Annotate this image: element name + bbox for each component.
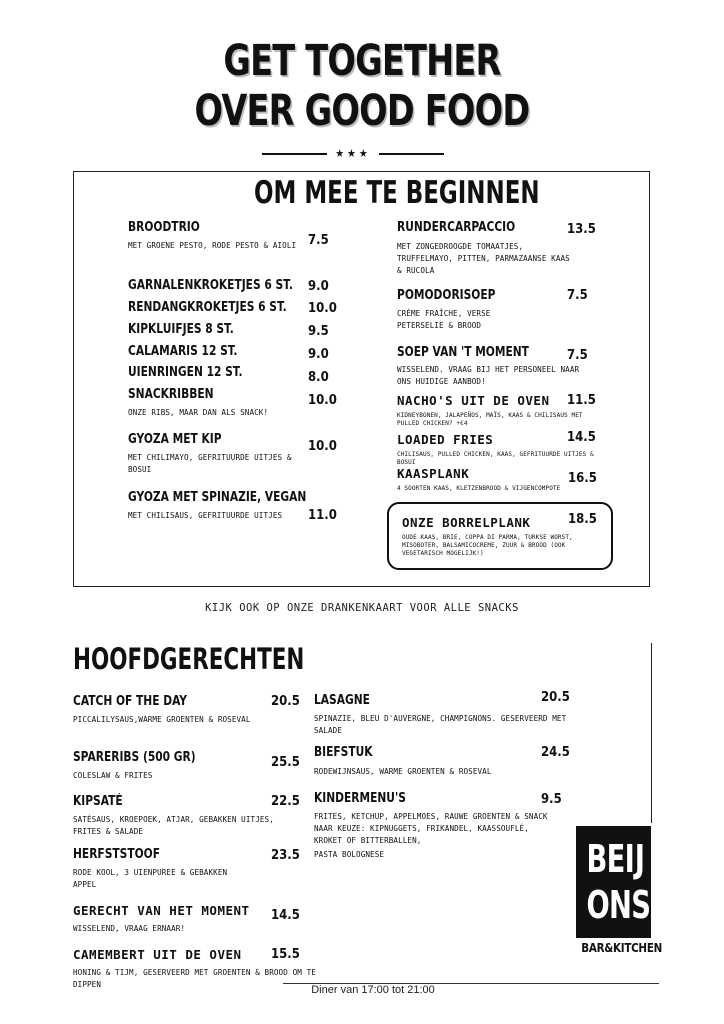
menu-item-name: CAMEMBERT UIT DE OVEN	[73, 947, 242, 962]
menu-item-desc: MET CHILIMAYO, GEFRITUURDE UITJES & BOSUI	[128, 453, 292, 474]
menu-item-desc: WISSELEND. VRAAG BIJ HET PERSONEEL NAAR ONS HUIDIGE AANBOD!	[397, 365, 580, 386]
menu-item-name: HERFSTSTOOF	[73, 847, 161, 862]
menu-item-desc: WISSELEND, VRAAG ERNAAR!	[73, 924, 186, 933]
menu-item-name: GERECHT VAN HET MOMENT	[73, 903, 250, 918]
menu-item-price: 9.0	[308, 347, 329, 362]
menu-item-name: NACHO'S UIT DE OVEN	[397, 393, 550, 408]
menu-item-name: RENDANGKROKETJES 6 ST.	[128, 300, 287, 315]
menu-item-name: CALAMARIS 12 ST.	[128, 344, 238, 359]
starters-title: OM MEE TE BEGINNEN	[254, 175, 540, 211]
menu-item-desc: PICCALILYSAUS,WARME GROENTEN & ROSEVAL	[73, 715, 251, 724]
bij-ons-logo	[576, 826, 651, 938]
menu-item-desc: 4 SOORTEN KAAS, KLETZENBROOD & VIJGENCOMPOTE	[397, 485, 561, 492]
menu-item-name: RUNDERCARPACCIO	[397, 220, 516, 235]
menu-item-price: 14.5	[271, 908, 300, 923]
menu-item-price: 11.0	[308, 508, 337, 523]
menu-item-price: 20.5	[271, 694, 300, 709]
menu-item-price: 9.0	[308, 279, 329, 294]
menu-item-desc: OUDE KAAS, BRIE, COPPA DI PARMA, TURKSE WORST, MISOBOTER, BALSAMICOCREME, ZUUR & BROOD (OOK VEGETARISCH MOGELIJK!)	[402, 534, 573, 557]
menu-item-price: 15.5	[271, 947, 300, 962]
menu-item-price: 22.5	[271, 794, 300, 809]
menu-item-name: UIENRINGEN 12 ST.	[128, 365, 243, 380]
menu-item-price: 10.0	[308, 393, 337, 408]
logo-subtitle: BAR&KITCHEN	[581, 941, 662, 955]
menu-item-name: BROODTRIO	[128, 220, 200, 235]
menu-item-desc: MET ZONGEDROOGDE TOMAATJES, TRUFFELMAYO, PITTEN, PARMAZAANSE KAAS & RUCOLA	[397, 242, 570, 275]
menu-item-desc: FRITES, KETCHUP, APPELMOES, RAUWE GROENTEN & SNACK NAAR KEUZE: KIPNUGGETS, FRIKANDEL, KAASSOUFLÉ, KROKET OF BITTERBALLEN,	[314, 812, 548, 845]
menu-item-name: SOEP VAN 'T MOMENT	[397, 345, 529, 360]
menu-item-desc: CHILISAUS, PULLED CHICKEN, KAAS, GEFRITUURDE UITJES & BOSUI	[397, 451, 594, 466]
menu-item-price: 9.5	[541, 792, 562, 807]
menu-item-desc: SATÉSAUS, KROEPOEK, ATJAR, GEBAKKEN UITJES, FRITES & SALADE	[73, 815, 274, 836]
menu-item-name: GARNALENKROKETJES 6 ST.	[128, 278, 293, 293]
menu-item-price: 8.0	[308, 370, 329, 385]
menu-item-name: ONZE BORRELPLANK	[402, 515, 531, 530]
drinks-card-note: KIJK OOK OP ONZE DRANKENKAART VOOR ALLE SNACKS	[205, 602, 519, 614]
dinner-hours: Diner van 17:00 tot 21:00	[311, 984, 435, 996]
menu-item-name: BIEFSTUK	[314, 745, 373, 760]
menu-item-name: GYOZA MET SPINAZIE, VEGAN	[128, 490, 307, 505]
menu-item-name: LOADED FRIES	[397, 432, 494, 447]
menu-item-name: CATCH OF THE DAY	[73, 694, 188, 709]
menu-item-price: 7.5	[567, 348, 588, 363]
menu-item-price: 9.5	[308, 324, 329, 339]
menu-item-price: 7.5	[567, 288, 588, 303]
mains-title: HOOFDGERECHTEN	[73, 642, 305, 676]
menu-item-desc: ONZE RIBS, MAAR DAN ALS SNACK!	[128, 408, 269, 417]
menu-item-desc: KIDNEYBONEN, JALAPEÑOS, MAÏS, KAAS & CHILISAUS MET PULLED CHICKEN? +€4	[397, 412, 583, 427]
menu-item-name: KAASPLANK	[397, 466, 470, 481]
menu-item-name: POMODORISOEP	[397, 288, 496, 303]
star-divider	[262, 147, 444, 161]
menu-item-price: 20.5	[541, 690, 570, 705]
menu-item-price: 10.0	[308, 439, 337, 454]
menu-item-desc: COLESLAW & FRITES	[73, 771, 153, 780]
menu-item-price: 23.5	[271, 848, 300, 863]
menu-item-name: GYOZA MET KIP	[128, 432, 222, 447]
menu-item-price: 24.5	[541, 745, 570, 760]
menu-item-desc-extra: PASTA BOLOGNESE	[314, 850, 385, 859]
menu-item-price: 14.5	[567, 430, 596, 445]
menu-item-desc: CRÈME FRAÎCHE, VERSE PETERSELIE & BROOD	[397, 309, 491, 330]
menu-item-price: 10.0	[308, 301, 337, 316]
menu-item-price: 7.5	[308, 233, 329, 248]
stars-icon: ★★★	[335, 147, 371, 160]
menu-item-desc: RODE KOOL, 3 UIENPUREE & GEBAKKEN APPEL	[73, 868, 228, 889]
headline-line-1: GET TOGETHER	[223, 36, 501, 86]
vertical-divider	[651, 643, 652, 823]
menu-item-name: KIPKLUIFJES 8 ST.	[128, 322, 234, 337]
menu-item-price: 18.5	[568, 512, 597, 527]
menu-item-price: 16.5	[568, 471, 597, 486]
menu-item-name: LASAGNE	[314, 693, 370, 708]
menu-item-desc: SPINAZIE, BLEU D'AUVERGNE, CHAMPIGNONS. GESERVEERD MET SALADE	[314, 714, 567, 735]
menu-item-name: KINDERMENU'S	[314, 791, 406, 806]
menu-item-desc: MET CHILISAUS, GEFRITUURDE UITJES	[128, 511, 283, 520]
logo-row-1: BEĲ	[586, 837, 645, 881]
logo-row-2: ONS	[586, 883, 651, 927]
menu-item-desc: MET GROENE PESTO, RODE PESTO & AIOLI	[128, 241, 297, 250]
menu-item-desc: RODEWIJNSAUS, WARME GROENTEN & ROSEVAL	[314, 767, 492, 776]
headline-line-2: OVER GOOD FOOD	[194, 86, 530, 136]
menu-item-price: 25.5	[271, 755, 300, 770]
menu-item-name: SNACKRIBBEN	[128, 387, 214, 402]
menu-item-name: KIPSATÉ	[73, 794, 123, 809]
menu-item-price: 11.5	[567, 393, 596, 408]
menu-item-price: 13.5	[567, 222, 596, 237]
menu-item-name: SPARERIBS (500 GR)	[73, 750, 196, 765]
menu-item-desc: HONING & TIJM, GESERVEERD MET GROENTEN & BROOD OM TE DIPPEN	[73, 968, 316, 989]
